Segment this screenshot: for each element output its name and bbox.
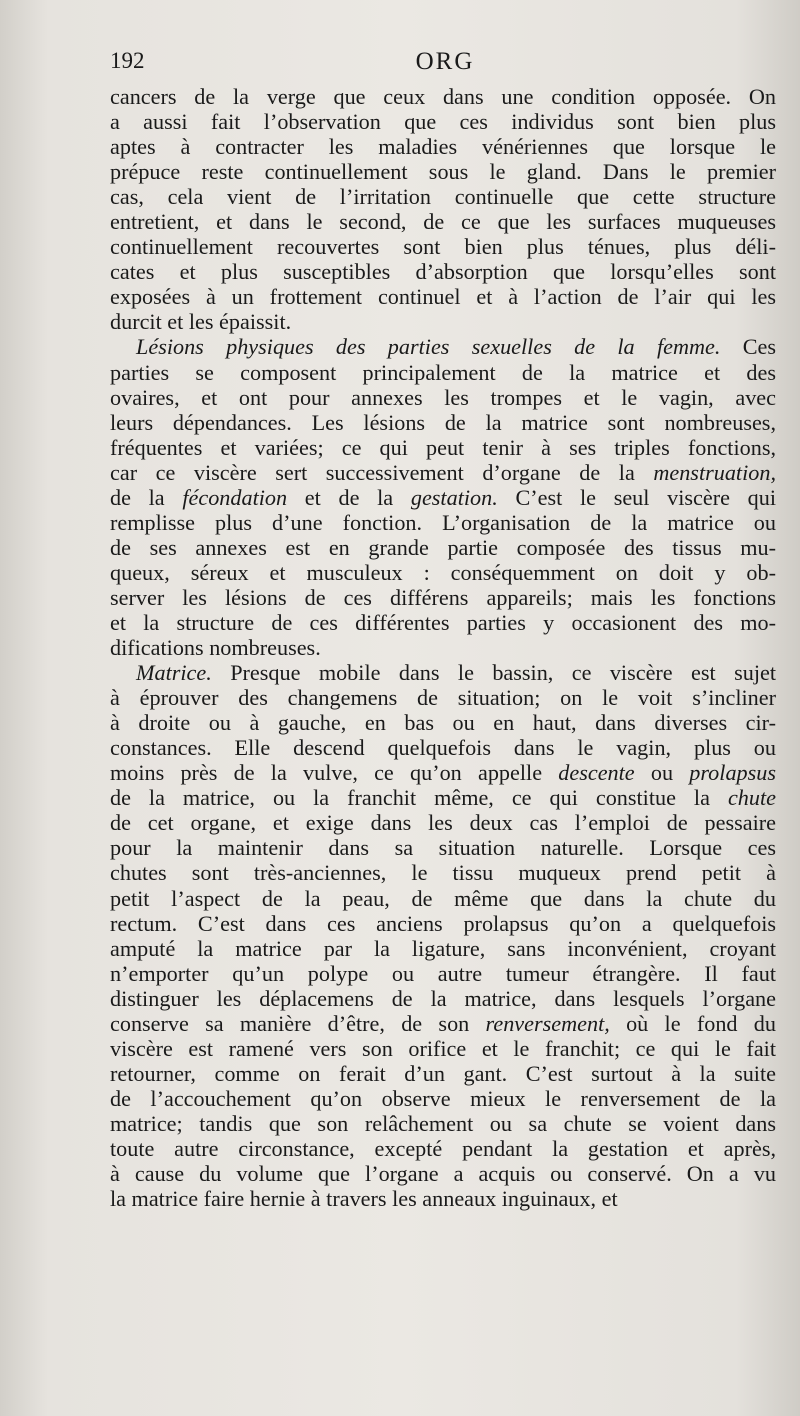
text-line: [110, 460, 776, 485]
text-segment: C’est le seul viscère qui: [497, 484, 776, 510]
italic-text: Lésions physiques des parties sexuelles de la femme.: [136, 334, 721, 360]
italic-text: menstruation,: [653, 459, 776, 485]
text-line: [110, 560, 776, 585]
text-segment: remplisse plus d’une fonction. L’organisation de la matrice ou: [110, 509, 776, 535]
text-line: [110, 485, 776, 510]
text-line: [110, 284, 776, 309]
text-line: [110, 84, 776, 109]
text-segment: petit l’aspect de la peau, de même que dans la chute du: [110, 885, 776, 911]
text-line: [110, 1061, 776, 1086]
text-segment: constances. Elle descend quelquefois dans le vagin, plus ou: [110, 735, 776, 761]
text-segment: de ses annexes est en grande partie composée des tissus mu-: [110, 534, 776, 560]
paragraph: [110, 334, 776, 660]
text-line: [110, 585, 776, 610]
text-segment: exposées à un frottement continuel et à l’action de l’air qui les: [110, 284, 776, 310]
italic-text: prolapsus: [689, 760, 776, 786]
text-line: [110, 911, 776, 936]
text-segment: aptes à contracter les maladies vénériennes que lorsque le: [110, 134, 776, 160]
text-segment: à droite ou à gauche, en bas ou en haut, dans diverses cir-: [110, 710, 776, 736]
text-line: [110, 835, 776, 860]
text-line: [110, 259, 776, 284]
text-line: [110, 309, 776, 334]
text-line: [110, 535, 776, 560]
text-segment: cas, cela vient de l’irritation continuelle que cette structure: [110, 184, 776, 210]
text-segment: parties se composent principalement de la matrice et des: [110, 359, 776, 385]
body-text: [110, 84, 776, 1211]
text-line: [110, 410, 776, 435]
text-segment: entretient, et dans le second, de ce que les surfaces muqueuses: [110, 209, 776, 235]
text-segment: toute autre circonstance, excepté pendant la gestation et après,: [110, 1135, 776, 1161]
text-segment: server les lésions de ces différens appareils; mais les fonctions: [110, 584, 776, 610]
italic-text: chute: [727, 785, 776, 811]
text-segment: ovaires, et ont pour annexes les trompes et le vagin, avec: [110, 384, 776, 410]
text-line: [110, 660, 776, 685]
text-line: [110, 159, 776, 184]
text-line: [110, 1186, 776, 1211]
text-line: [110, 1111, 776, 1136]
text-line: [110, 1136, 776, 1161]
text-segment: à éprouver des changemens de situation; on le voit s’incliner: [110, 685, 776, 711]
text-segment: prépuce reste continuellement sous le gland. Dans le premier: [110, 159, 776, 185]
text-line: [110, 1161, 776, 1186]
page-number: 192: [110, 48, 145, 73]
text-line: [110, 810, 776, 835]
text-line: [110, 961, 776, 986]
text-line: [110, 936, 776, 961]
text-segment: rectum. C’est dans ces anciens prolapsus qu’on a quelquefois: [110, 910, 776, 936]
italic-text: fécondation: [182, 484, 288, 510]
text-line: [110, 1086, 776, 1111]
paragraph: [110, 84, 776, 334]
text-segment: Presque mobile dans le bassin, ce viscère est sujet: [211, 660, 776, 686]
italic-text: descente: [558, 760, 635, 786]
text-line: [110, 1036, 776, 1061]
text-segment: durcit et les épaissit.: [110, 309, 292, 335]
running-head: ORG: [415, 48, 475, 75]
text-segment: car ce viscère sert successivement d’organe de la: [110, 459, 654, 485]
text-segment: leurs dépendances. Les lésions de la matrice sont nombreuses,: [110, 409, 776, 435]
text-line: [110, 209, 776, 234]
text-segment: Ces: [720, 334, 776, 360]
text-segment: de la matrice, ou la franchit même, ce qui constitue la: [110, 785, 728, 811]
text-line: [110, 986, 776, 1011]
text-segment: pour la maintenir dans sa situation naturelle. Lorsque ces: [110, 835, 776, 861]
text-line: [110, 860, 776, 885]
text-segment: chutes sont très-anciennes, le tissu muqueux prend petit à: [110, 860, 776, 886]
text-segment: moins près de la vulve, ce qu’on appelle: [110, 760, 559, 786]
text-segment: viscère est ramené vers son orifice et le franchit; ce qui le fait: [110, 1035, 776, 1061]
text-segment: fréquentes et variées; ce qui peut tenir à ses triples fonctions,: [110, 434, 776, 460]
text-line: [110, 435, 776, 460]
text-segment: de la: [110, 484, 183, 510]
text-segment: continuellement recouvertes sont bien plus ténues, plus déli-: [110, 234, 776, 260]
text-segment: cancers de la verge que ceux dans une condition opposée. On: [110, 84, 776, 109]
text-segment: queux, séreux et musculeux : conséquemment on doit y ob-: [110, 559, 776, 585]
paragraph: [110, 660, 776, 1211]
text-segment: et de la: [287, 484, 411, 510]
text-line: [110, 134, 776, 159]
text-segment: a aussi fait l’observation que ces individus sont bien plus: [110, 109, 776, 135]
text-line: [110, 760, 776, 785]
italic-text: renversement,: [485, 1010, 610, 1036]
text-segment: distinguer les déplacemens de la matrice, dans lesquels l’organe: [110, 985, 776, 1011]
text-segment: conserve sa manière d’être, de son: [110, 1010, 486, 1036]
text-line: [110, 385, 776, 410]
text-line: [110, 1011, 776, 1036]
text-line: [110, 785, 776, 810]
text-segment: amputé la matrice par la ligature, sans inconvénient, croyant: [110, 935, 776, 961]
text-line: [110, 635, 776, 660]
text-segment: n’emporter qu’un polype ou autre tumeur étrangère. Il faut: [110, 960, 776, 986]
text-segment: et la structure de ces différentes parties y occasionent des mo-: [110, 609, 776, 635]
text-line: [110, 334, 776, 359]
text-line: [110, 685, 776, 710]
text-segment: ou: [634, 760, 690, 786]
text-segment: de cet organe, et exige dans les deux cas l’emploi de pessaire: [110, 810, 776, 836]
text-segment: retourner, comme on ferait d’un gant. C’est surtout à la suite: [110, 1060, 776, 1086]
text-segment: difications nombreuses.: [110, 635, 321, 661]
text-segment: matrice; tandis que son relâchement ou sa chute se voient dans: [110, 1110, 776, 1136]
text-line: [110, 610, 776, 635]
page-header: [110, 48, 778, 82]
text-line: [110, 710, 776, 735]
text-segment: la matrice faire hernie à travers les anneaux inguinaux, et: [110, 1186, 618, 1212]
italic-text: gestation.: [410, 484, 498, 510]
text-line: [110, 510, 776, 535]
text-segment: où le fond du: [609, 1010, 776, 1036]
italic-text: Matrice.: [136, 660, 212, 686]
text-segment: de l’accouchement qu’on observe mieux le renversement de la: [110, 1085, 776, 1111]
text-line: [110, 234, 776, 259]
text-line: [110, 184, 776, 209]
text-line: [110, 886, 776, 911]
text-segment: à cause du volume que l’organe a acquis ou conservé. On a vu: [110, 1161, 776, 1187]
text-line: [110, 360, 776, 385]
text-line: [110, 109, 776, 134]
text-line: [110, 735, 776, 760]
text-segment: cates et plus susceptibles d’absorption que lorsqu’elles sont: [110, 259, 776, 285]
